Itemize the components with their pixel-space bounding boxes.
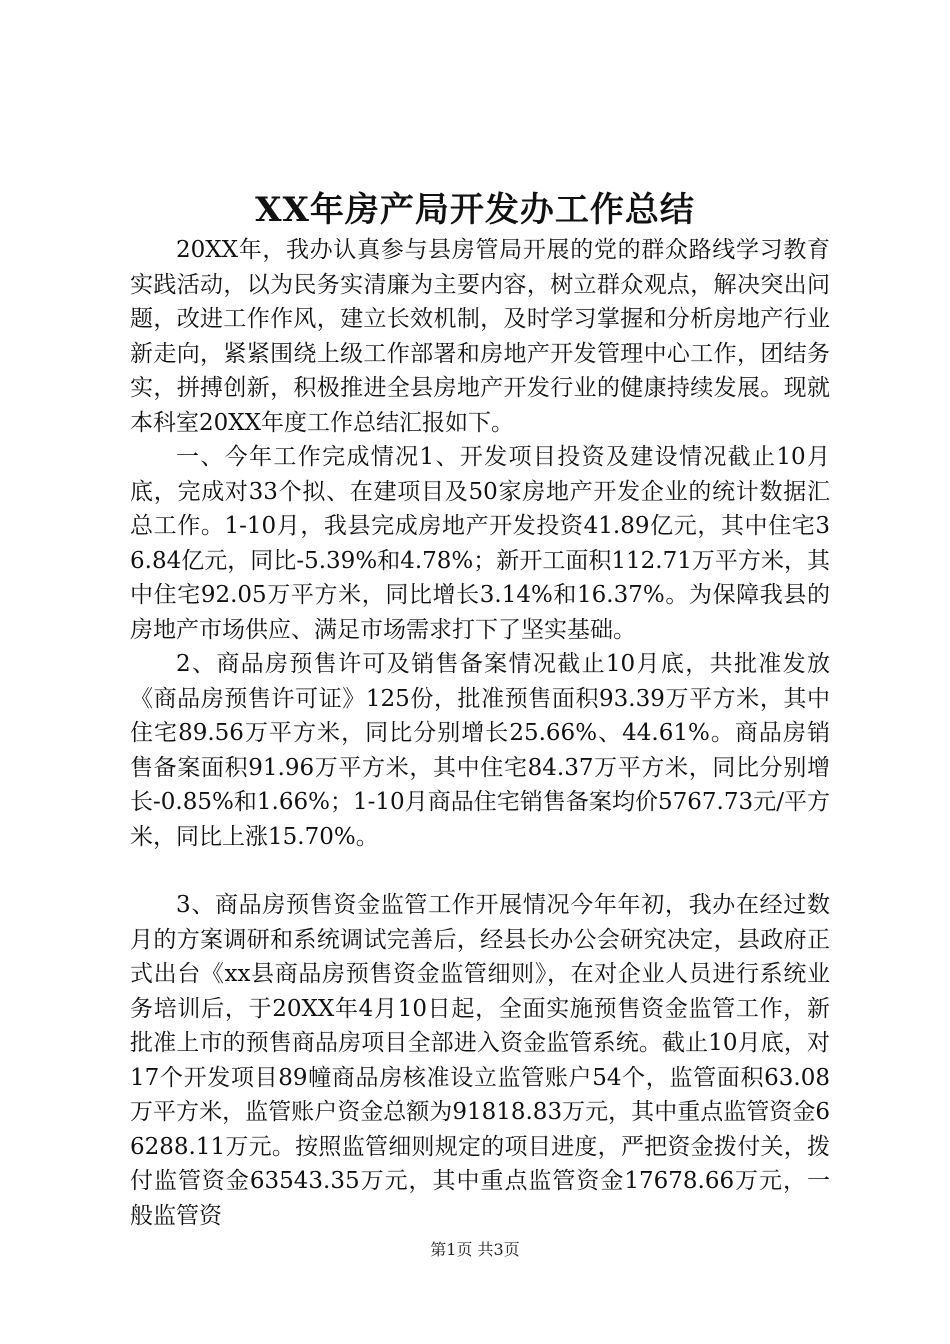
paragraph-section-2: 2、商品房预售许可及销售备案情况截止10月底，共批准发放《商品房预售许可证》125份，批准预售面积93.39万平方米，其中住宅89.56万平方米，同比分别增长25.66%、44.61%。商品房销售备案面积91.96万平方米，其中住宅84.37万平方米，同比分别增长-0.85%和1.66%；1-10月商品住宅销售备案均价5767.73元/平方米，同比上涨15.70%。 [130,651,830,850]
document-title: XX年房产局开发办工作总结 [255,190,695,230]
page-footer: 第1页 共3页 [430,1240,520,1259]
paragraph-section-1: 一、今年工作完成情况1、开发项目投资及建设情况截止10月底，完成对33个拟、在建项目及50家房地产开发企业的统计数据汇总工作。1-10月，我县完成房地产开发投资41.89亿元，其中住宅36.84亿元，同比-5.39%和4.78%；新开工面积112.71万平方米，其中住宅92.05万平方米，同比增长3.14%和16.37%。为保障我县的房地产市场供应、满足市场需求打下了坚实基础。 [130,444,830,643]
paragraph-intro: 20XX年，我办认真参与县房管局开展的党的群众路线学习教育实践活动，以为民务实清廉为主要内容，树立群众观点，解决突出问题，改进工作作风，建立长效机制，及时学习掌握和分析房地产行业新走向，紧紧围绕上级工作部署和房地产开发管理中心工作，团结务实，拼搏创新，积极推进全县房地产开发行业的健康持续发展。现就本科室20XX年度工作总结汇报如下。 [130,237,830,436]
document-body [130,233,830,1233]
paragraph-section-3: 3、商品房预售资金监管工作开展情况今年年初，我办在经过数月的方案调研和系统调试完善后，经县长办公会研究决定，县政府正式出台《xx县商品房预售资金监管细则》，在对企业人员进行系统业务培训后，于20XX年4月10日起，全面实施预售资金监管工作，新批准上市的预售商品房项目全部进入资金监管系统。截止10月底，对17个开发项目89幢商品房核准设立监管账户54个，监管面积63.08万平方米，监管账户资金总额为91818.83万元，其中重点监管资金66288.11万元。按照监管细则规定的项目进度，严把资金拨付关，拨付监管资金63543.35万元，其中重点监管资金17678.66万元，一般监管资 [130,892,830,1229]
